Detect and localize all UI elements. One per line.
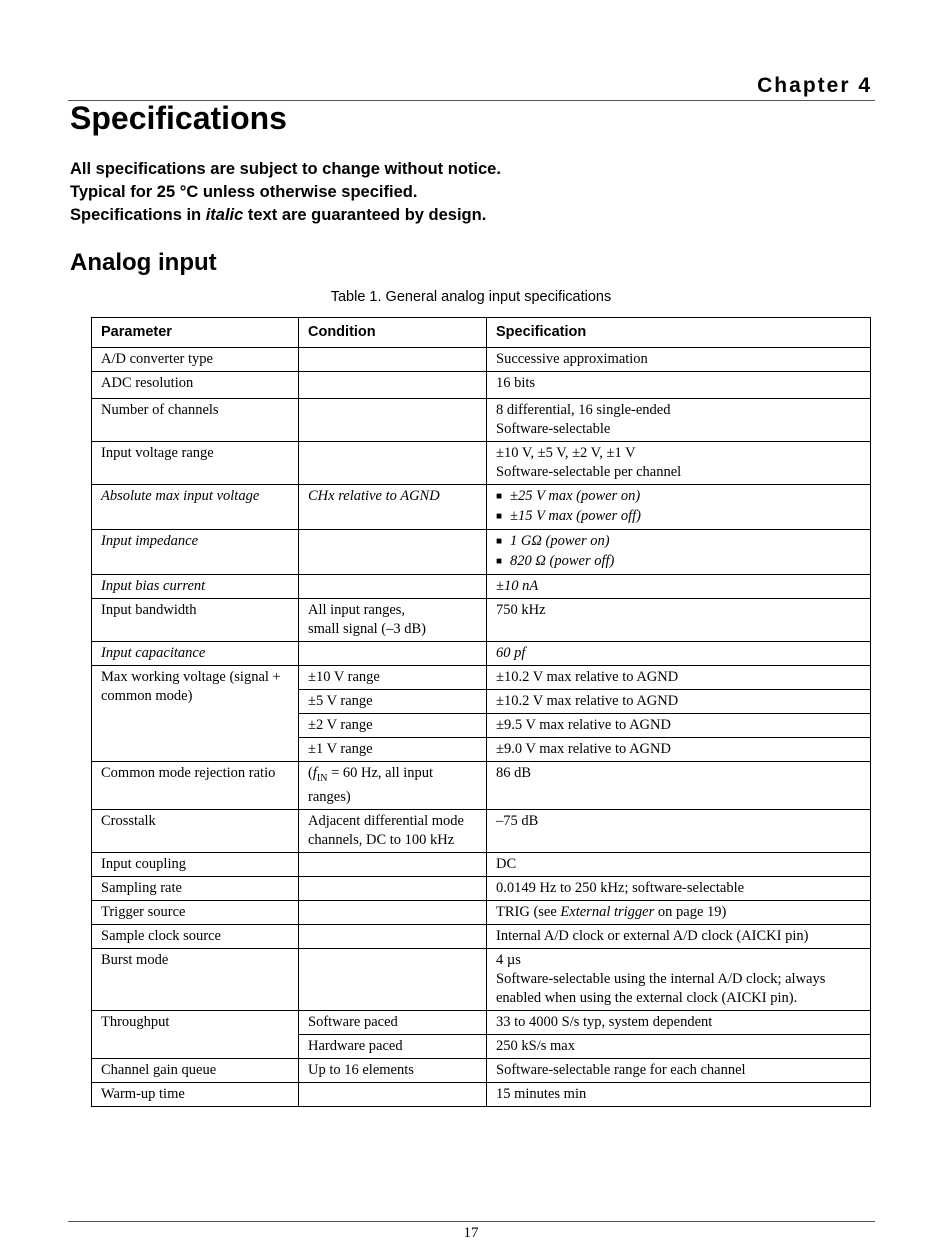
condition-text: = 60 Hz, all input ranges)	[308, 765, 434, 805]
table-row	[92, 876, 871, 900]
table-row	[92, 762, 871, 810]
spec-line: 4 µs	[496, 951, 521, 968]
condition-cell: CHx relative to AGND	[299, 485, 487, 530]
condition-cell: ±2 V range	[299, 714, 487, 738]
column-header: Parameter	[92, 318, 299, 348]
condition-cell	[299, 1082, 487, 1106]
param-cell: Max working voltage (signal + common mode)	[92, 666, 299, 762]
table-caption: Table 1. General analog input specifications	[330, 289, 612, 305]
spec-cell: 60 pf	[487, 642, 871, 666]
condition-cell: Software paced	[299, 1010, 487, 1034]
condition-text: (	[308, 765, 313, 781]
spec-cell: 250 kS/s max	[487, 1034, 871, 1058]
condition-cell: Hardware paced	[299, 1034, 487, 1058]
spec-cell: 15 minutes min	[487, 1082, 871, 1106]
param-cell: Input capacitance	[92, 642, 299, 666]
section-title: Analog input	[70, 249, 217, 276]
spec-line: Software-selectable using the internal A/D clock; always enabled when using the external clock (AICKI pin).	[496, 970, 826, 1006]
param-cell: Input impedance	[92, 530, 299, 575]
spec-text: ±25 V max (power on)	[510, 488, 641, 504]
column-header: Specification	[487, 318, 871, 348]
table-row	[92, 900, 871, 924]
spec-cell: ±9.0 V max relative to AGND	[487, 738, 871, 762]
table-row	[92, 348, 871, 372]
condition-cell	[299, 900, 487, 924]
table-row	[92, 372, 871, 399]
condition-cell: Adjacent differential mode channels, DC to 100 kHz	[299, 809, 487, 852]
table-row	[92, 809, 871, 852]
spec-cell: 86 dB	[487, 762, 871, 810]
table-row	[92, 924, 871, 948]
param-cell: Burst mode	[92, 948, 299, 1010]
notice-line: All specifications are subject to change without notice.	[70, 160, 501, 178]
param-cell: Absolute max input voltage	[92, 485, 299, 530]
spec-cell: Successive approximation	[487, 348, 871, 372]
notice-text: Specifications in	[70, 206, 206, 224]
condition-cell	[299, 762, 487, 810]
param-cell: Input bias current	[92, 575, 299, 599]
param-cell: Number of channels	[92, 399, 299, 442]
notice-line-italic	[70, 204, 501, 227]
condition-cell	[299, 399, 487, 442]
table-row	[92, 485, 871, 530]
param-cell: Input voltage range	[92, 442, 299, 485]
spec-cell: Software-selectable range for each channel	[487, 1058, 871, 1082]
condition-cell	[299, 924, 487, 948]
spec-cell: ±9.5 V max relative to AGND	[487, 714, 871, 738]
spec-line: ±10 V, ±5 V, ±2 V, ±1 V	[496, 445, 636, 461]
spec-table	[91, 317, 871, 1107]
param-cell: ADC resolution	[92, 372, 299, 399]
condition-cell: ±10 V range	[299, 666, 487, 690]
condition-cell	[299, 642, 487, 666]
condition-cell: ±5 V range	[299, 690, 487, 714]
spec-line: 8 differential, 16 single-ended	[496, 402, 671, 418]
column-header: Condition	[299, 318, 487, 348]
notice-line: Typical for 25 °C unless otherwise specified.	[70, 183, 418, 201]
table-row	[92, 599, 871, 642]
footer-rule	[68, 1221, 875, 1222]
spec-cell: Internal A/D clock or external A/D clock (AICKI pin)	[487, 924, 871, 948]
condition-cell: ±1 V range	[299, 738, 487, 762]
condition-cell	[299, 530, 487, 575]
chapter-label: Chapter 4	[757, 74, 872, 97]
spec-cell: 0.0149 Hz to 250 kHz; software-selectable	[487, 876, 871, 900]
spec-cell	[487, 485, 871, 530]
spec-cell: 750 kHz	[487, 599, 871, 642]
condition-cell	[299, 575, 487, 599]
condition-subscript: IN	[316, 772, 328, 784]
param-cell: Common mode rejection ratio	[92, 762, 299, 810]
param-cell: Channel gain queue	[92, 1058, 299, 1082]
spec-text: on page 19)	[654, 903, 727, 920]
spec-cell	[487, 530, 871, 575]
spec-line: Software-selectable per channel	[496, 464, 682, 480]
condition-cell	[299, 442, 487, 485]
spec-cell	[487, 399, 871, 442]
table-row	[92, 399, 871, 442]
condition-cell	[299, 348, 487, 372]
param-cell: Throughput	[92, 1010, 299, 1058]
param-cell: Input coupling	[92, 852, 299, 876]
spec-link-text: External trigger	[560, 903, 655, 920]
param-cell: A/D converter type	[92, 348, 299, 372]
table-row	[92, 948, 871, 1010]
spec-cell: DC	[487, 852, 871, 876]
table-row	[92, 1010, 871, 1034]
param-cell: Crosstalk	[92, 809, 299, 852]
condition-cell	[299, 372, 487, 399]
condition-cell	[299, 876, 487, 900]
table-row	[92, 1058, 871, 1082]
table-row	[92, 575, 871, 599]
table-row	[92, 1082, 871, 1106]
spec-cell	[487, 900, 871, 924]
page-title: Specifications	[70, 100, 287, 136]
spec-bullet-line	[496, 507, 861, 527]
table-row	[92, 530, 871, 575]
spec-bullet-line	[496, 552, 861, 572]
table-row	[92, 442, 871, 485]
spec-text: 1 GΩ (power on)	[510, 533, 610, 549]
param-cell: Sampling rate	[92, 876, 299, 900]
page-number: 17	[463, 1225, 479, 1241]
spec-bullet-line	[496, 487, 861, 507]
spec-cell	[487, 442, 871, 485]
param-cell: Trigger source	[92, 900, 299, 924]
notice-italic-word: italic	[205, 206, 244, 224]
spec-cell: ±10 nA	[487, 575, 871, 599]
square-bullet-icon: ■	[496, 556, 503, 567]
table-header-row	[92, 318, 871, 348]
param-cell: Input bandwidth	[92, 599, 299, 642]
spec-cell: 16 bits	[487, 372, 871, 399]
square-bullet-icon: ■	[496, 491, 503, 502]
spec-cell	[487, 948, 871, 1010]
spec-text: 820 Ω (power off)	[510, 553, 615, 569]
table-row	[92, 852, 871, 876]
param-cell: Warm-up time	[92, 1082, 299, 1106]
condition-line: All input ranges,	[308, 602, 406, 618]
condition-cell: Up to 16 elements	[299, 1058, 487, 1082]
spec-cell: ±10.2 V max relative to AGND	[487, 690, 871, 714]
notices-block	[70, 158, 501, 227]
square-bullet-icon: ■	[496, 511, 503, 522]
spec-cell: ±10.2 V max relative to AGND	[487, 666, 871, 690]
square-bullet-icon: ■	[496, 536, 503, 547]
spec-text: TRIG (see	[496, 903, 561, 920]
spec-line: Software-selectable	[496, 421, 611, 437]
condition-cell	[299, 599, 487, 642]
condition-cell	[299, 852, 487, 876]
spec-bullet-line	[496, 532, 861, 552]
spec-text: ±15 V max (power off)	[510, 508, 641, 524]
condition-cell	[299, 948, 487, 1010]
table-row	[92, 642, 871, 666]
table-row	[92, 666, 871, 690]
condition-symbol: f	[312, 765, 317, 781]
notice-text: text are guaranteed by design.	[243, 206, 487, 224]
condition-line: small signal (–3 dB)	[308, 621, 427, 637]
spec-cell: 33 to 4000 S/s typ, system dependent	[487, 1010, 871, 1034]
param-cell: Sample clock source	[92, 924, 299, 948]
spec-cell: –75 dB	[487, 809, 871, 852]
